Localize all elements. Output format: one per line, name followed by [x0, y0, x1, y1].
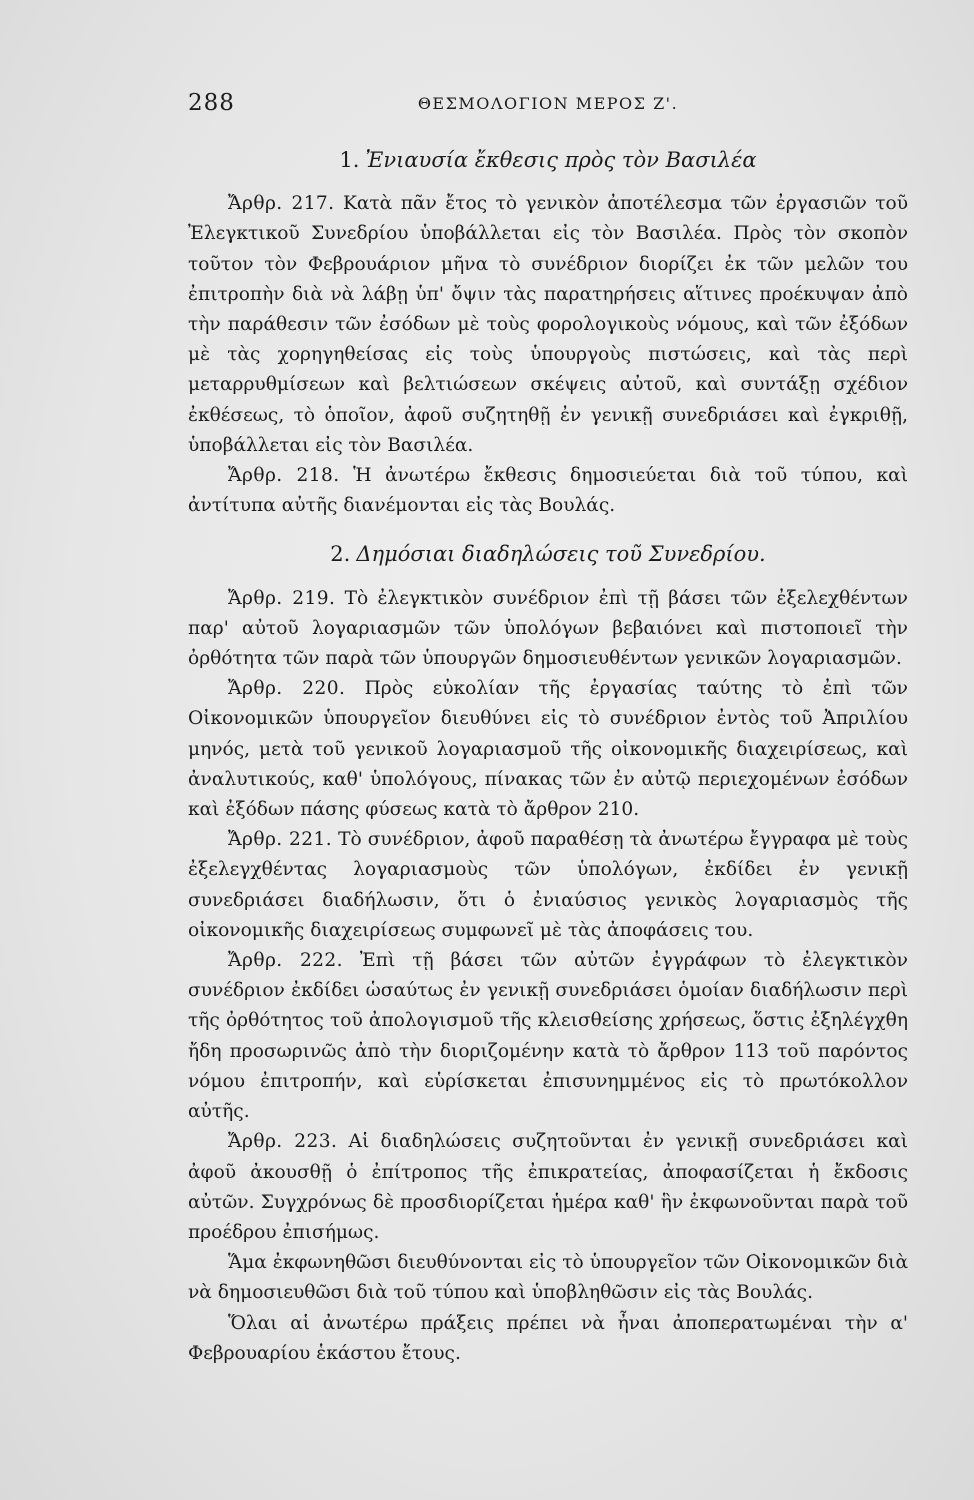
- section-heading: [188, 539, 908, 569]
- article-paragraph: [188, 584, 908, 675]
- article-paragraph: [188, 1127, 908, 1248]
- article-label: Ἄρθρ. 223.: [228, 1131, 338, 1153]
- article-paragraph: [188, 946, 908, 1127]
- article-text: Κατὰ πᾶν ἔτος τὸ γενικὸν ἀποτέλεσμα τῶν ἐργασιῶν τοῦ Ἐλεγκτικοῦ Συνεδρίου ὑποβάλλεται εἰς τὸν Βασιλέα. Πρὸς τὸν σκοπὸν τοῦτον τὸν Φεβρουάριον μῆνα τὸ συνέδριον διορίζει ἐκ τῶν μελῶν του ἐπιτροπὴν διὰ νὰ λάβῃ ὑπ' ὄψιν τὰς παρατηρήσεις αἵτινες προέκυψαν ἀπὸ τὴν παράθεσιν τῶν ἐσόδων μὲ τοὺς φορολογικοὺς νόμους, καὶ τῶν ἐξόδων μὲ τὰς χορηγηθείσας εἰς τοὺς ὑπουργοὺς πιστώσεις, καὶ τὰς περὶ μεταρρυθμίσεων καὶ βελτιώσεων σκέψεις αὐτοῦ, καὶ συντάξῃ σχέδιον ἐκθέσεως, τὸ ὁποῖον, ἀφοῦ συζητηθῇ ἐν γενικῇ συνεδριάσει καὶ ἐγκριθῇ, ὑποβάλλεται εἰς τὸν Βασιλέα.: [188, 193, 908, 456]
- page-header: [188, 90, 908, 124]
- article-text: Ἐπὶ τῇ βάσει τῶν αὐτῶν ἐγγράφων τὸ ἐλεγκτικὸν συνέδριον ἐκδίδει ὡσαύτως ἐν γενικῇ συνεδριάσει ὁμοίαν διαδήλωσιν περὶ τῆς ὀρθότητος τοῦ ἀπολογισμοῦ τῆς κλεισθείσης χρήσεως, ὅστις ἐξηλέγχθη ἤδη προσωρινῶς ἀπὸ τὴν διοριζομένην κατὰ τὸ ἄρθρον 113 τοῦ παρόντος νόμου ἐπιτροπήν, καὶ εὑρίσκεται ἐπισυνημμένος εἰς τὸ πρωτόκολλον αὐτῆς.: [188, 950, 908, 1123]
- section-title: Δημόσιαι διαδηλώσεις τοῦ Συνεδρίου.: [356, 542, 766, 567]
- article-paragraph: [188, 825, 908, 946]
- article-label: Ἄρθρ. 222.: [228, 950, 343, 972]
- article-label: Ἄρθρ. 217.: [228, 193, 335, 215]
- body-text: [188, 145, 908, 1369]
- article-paragraph: [188, 1248, 908, 1308]
- article-paragraph: [188, 1309, 908, 1369]
- article-text: Ἡ ἀνωτέρω ἔκθεσις δημοσιεύεται διὰ τοῦ τύπου, καὶ ἀντίτυπα αὐτῆς διανέμονται εἰς τὰς Βουλάς.: [188, 465, 908, 517]
- running-title: ΘΕΣΜΟΛΟΓΙΟΝ ΜΕΡΟΣ Ζ'.: [417, 94, 679, 113]
- section-number: 2.: [330, 542, 351, 567]
- article-text: Ἅμα ἐκφωνηθῶσι διευθύνονται εἰς τὸ ὑπουργεῖον τῶν Οἰκονομικῶν διὰ νὰ δημοσιευθῶσι διὰ τοῦ τύπου καὶ ὑποβληθῶσιν εἰς τὰς Βουλάς.: [188, 1252, 908, 1304]
- article-paragraph: [188, 674, 908, 825]
- article-text: Πρὸς εὐκολίαν τῆς ἐργασίας ταύτης τὸ ἐπὶ τῶν Οἰκονομικῶν ὑπουργεῖον διευθύνει εἰς τὸ συνέδριον ἐντὸς τοῦ Ἀπριλίου μηνός, μετὰ τοῦ γενικοῦ λογαριασμοῦ τῆς οἰκονομικῆς διαχειρίσεως, καὶ ἀναλυτικούς, καθ' ὑπολόγους, πίνακας τῶν ἐν αὐτῷ περιεχομένων ἐσόδων καὶ ἐξόδων πάσης φύσεως κατὰ τὸ ἄρθρον 210.: [188, 678, 908, 821]
- page-number: 288: [188, 90, 235, 116]
- article-text: Τὸ συνέδριον, ἀφοῦ παραθέσῃ τὰ ἀνωτέρω ἔγγραφα μὲ τοὺς ἐξελεγχθέντας λογαριασμοὺς τῶν ὑπολόγων, ἐκδίδει ἐν γενικῇ συνεδριάσει διαδήλωσιν, ὅτι ὁ ἐνιαύσιος γενικὸς λογαριασμὸς τῆς οἰκονομικῆς διαχειρίσεως συμφωνεῖ μὲ τὰς ἀποφάσεις του.: [188, 829, 908, 941]
- article-text: Τὸ ἐλεγκτικὸν συνέδριον ἐπὶ τῇ βάσει τῶν ἐξελεχθέντων παρ' αὐτοῦ λογαριασμῶν τῶν ὑπολόγων βεβαιόνει καὶ πιστοποιεῖ τὴν ὀρθότητα τῶν παρὰ τῶν ὑπουργῶν δημοσιευθέντων γενικῶν λογαριασμῶν.: [188, 587, 908, 670]
- article-label: Ἄρθρ. 220.: [228, 678, 346, 700]
- article-paragraph: [188, 189, 908, 461]
- article-paragraph: [188, 461, 908, 521]
- article-text: Αἱ διαδηλώσεις συζητοῦνται ἐν γενικῇ συνεδριάσει καὶ ἀφοῦ ἀκουσθῇ ὁ ἐπίτροπος τῆς ἐπικρατείας, ἀποφασίζεται ἡ ἔκδοσις αὐτῶν. Συγχρόνως δὲ προσδιορίζεται ἡμέρα καθ' ἣν ἐκφωνοῦνται παρὰ τοῦ προέδρου ἐπισήμως.: [188, 1131, 908, 1243]
- article-label: Ἄρθρ. 221.: [228, 829, 333, 851]
- article-text: Ὅλαι αἱ ἀνωτέρω πράξεις πρέπει νὰ ἦναι ἀποπερατωμέναι τὴν α' Φεβρουαρίου ἑκάστου ἔτους.: [188, 1312, 908, 1364]
- article-label: Ἄρθρ. 219.: [228, 587, 336, 609]
- section-number: 1.: [339, 148, 360, 172]
- section-heading: [188, 145, 908, 175]
- section-title: Ἐνιαυσία ἔκθεσις πρὸς τὸν Βασιλέα: [365, 148, 757, 172]
- article-label: Ἄρθρ. 218.: [228, 465, 340, 487]
